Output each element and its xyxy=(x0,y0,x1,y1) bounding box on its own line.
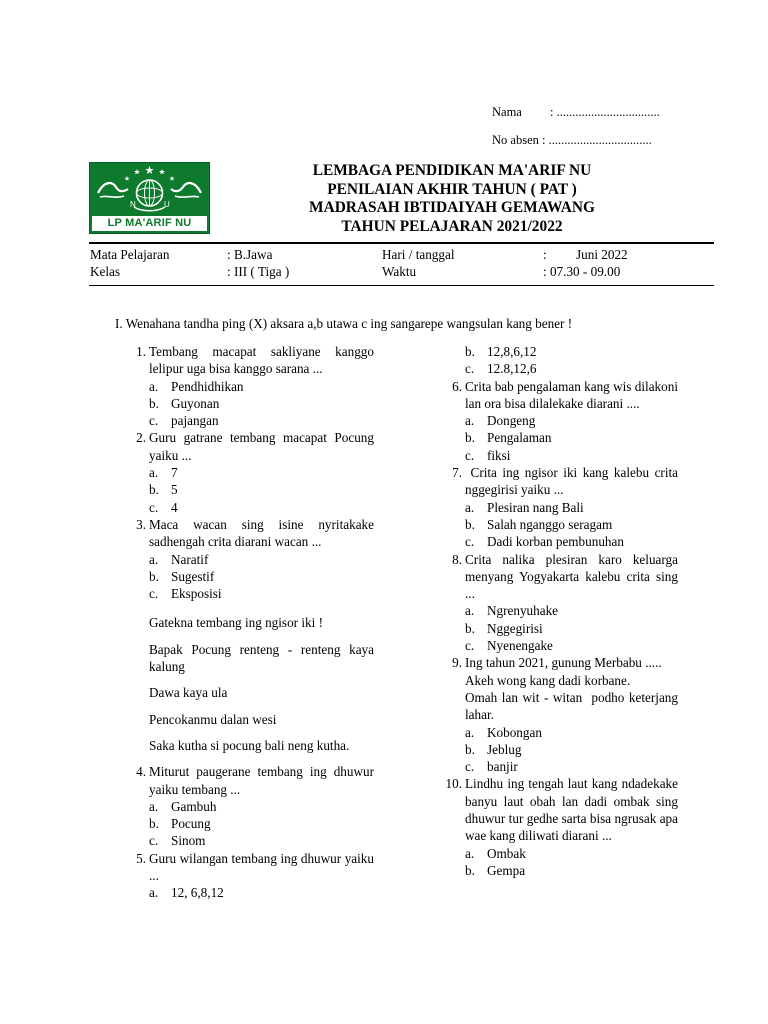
student-name-line xyxy=(492,105,660,120)
option-c[interactable] xyxy=(149,499,374,516)
question-number: 4. xyxy=(136,764,146,780)
option-text: Sinom xyxy=(171,833,206,849)
time-label: Waktu xyxy=(382,264,417,279)
option-text: Gambuh xyxy=(171,798,217,814)
subject-value: : B.Jawa xyxy=(227,247,273,262)
option-letter: b. xyxy=(465,516,475,532)
option-c[interactable] xyxy=(149,832,374,849)
option-b[interactable] xyxy=(465,429,678,446)
option-a[interactable] xyxy=(149,378,374,395)
option-text: 12.8,12,6 xyxy=(487,361,537,377)
option-b[interactable] xyxy=(465,343,678,360)
header-line-2: PENILAIAN AKHIR TAHUN ( PAT ) xyxy=(327,180,577,198)
option-letter: a. xyxy=(149,551,159,567)
option-text: 12, 6,8,12 xyxy=(171,885,224,901)
option-text: 7 xyxy=(171,465,178,481)
class-value: : III ( Tiga ) xyxy=(227,264,290,279)
option-letter: b. xyxy=(465,344,475,359)
option-a[interactable] xyxy=(465,602,678,619)
question-number: 2. xyxy=(136,430,146,446)
option-text: 5 xyxy=(171,482,178,498)
option-text: Ngrenyuhake xyxy=(487,603,559,619)
option-text: Salah nganggo seragam xyxy=(487,516,613,532)
question-number: 10. xyxy=(445,776,462,792)
header-divider xyxy=(89,242,714,244)
question-text: Crita bab pengalaman kang wis dilakoni lan ora bisa dilalekake diarani .... xyxy=(465,378,678,411)
day-value: Juni 2022 xyxy=(576,247,628,262)
option-letter: b. xyxy=(149,568,159,584)
option-a[interactable] xyxy=(465,499,678,516)
header-line-3: MADRASAH IBTIDAIYAH GEMAWANG xyxy=(309,199,595,216)
question-text: Guru wilangan tembang ing dhuwur yaiku ... xyxy=(149,850,374,884)
question-9 xyxy=(443,654,682,723)
question-6 xyxy=(443,378,678,413)
option-letter: b. xyxy=(149,395,159,411)
question-number: 7. xyxy=(452,465,462,481)
question-text: Crita nalika plesiran karo keluarga menyang Yogyakarta kalebu crita sing ... xyxy=(465,551,678,602)
option-a[interactable] xyxy=(465,412,678,429)
option-b[interactable] xyxy=(149,395,374,412)
question-text-line-3: Omah lan wit - witan podho keterjang lahar. xyxy=(465,689,682,723)
poem-intro: Gatekna tembang ing ngisor iki ! xyxy=(149,615,323,631)
absen-blank: : ................................. xyxy=(542,133,652,147)
option-letter: c. xyxy=(465,638,475,654)
question-2 xyxy=(127,429,374,464)
option-letter: c. xyxy=(149,586,159,602)
subject-label: Mata Pelajaran xyxy=(90,247,170,262)
logo-letter-u: U xyxy=(164,200,170,209)
option-text: Kobongan xyxy=(487,724,542,740)
option-b[interactable] xyxy=(465,862,678,879)
option-c[interactable] xyxy=(465,447,678,464)
option-letter: a. xyxy=(149,465,159,481)
option-text: Gempa xyxy=(487,862,526,878)
question-number: 8. xyxy=(452,551,462,567)
option-a[interactable] xyxy=(149,464,374,481)
option-c[interactable] xyxy=(465,637,678,654)
option-letter: b. xyxy=(465,430,475,446)
poem-block xyxy=(127,614,374,754)
option-text: fiksi xyxy=(487,447,511,463)
option-text: Nyenengake xyxy=(487,638,553,654)
option-b[interactable] xyxy=(465,741,678,758)
option-letter: b. xyxy=(465,741,475,757)
option-c[interactable] xyxy=(149,412,374,429)
option-text: Guyonan xyxy=(171,395,220,411)
option-text: Eksposisi xyxy=(171,586,222,602)
option-letter: a. xyxy=(465,413,475,429)
option-text: Nggegirisi xyxy=(487,620,543,636)
option-letter: a. xyxy=(465,603,475,619)
question-4 xyxy=(127,763,374,798)
option-text: Pengalaman xyxy=(487,430,552,446)
option-letter: a. xyxy=(465,845,475,861)
instruction-text: I. Wenahana tandha ping (X) aksara a,b utawa c ing sangarepe wangsulan kang bener ! xyxy=(115,316,573,331)
poem-line-3: Pencokanmu dalan wesi xyxy=(149,711,277,727)
option-letter: c. xyxy=(465,361,475,377)
option-letter: a. xyxy=(149,798,159,814)
student-absen-line xyxy=(492,133,652,148)
option-text: Dadi korban pembunuhan xyxy=(487,534,624,550)
header-line-1: LEMBAGA PENDIDIKAN MA'ARIF NU xyxy=(312,162,592,179)
option-b[interactable] xyxy=(465,516,678,533)
question-number: 1. xyxy=(136,344,146,359)
question-5 xyxy=(127,850,374,885)
option-letter: a. xyxy=(465,499,475,515)
option-letter: a. xyxy=(149,885,159,901)
option-text: pajangan xyxy=(171,413,219,429)
option-letter: b. xyxy=(149,482,159,498)
logo-letter-n: N xyxy=(130,200,136,209)
absen-label: No absen xyxy=(492,133,539,147)
option-text: banjir xyxy=(487,759,518,775)
poem-line-1: Bapak Pocung renteng - renteng kaya kalung xyxy=(149,641,374,675)
question-text: Miturut paugerane tembang ing dhuwur yaiku tembang ... xyxy=(149,764,374,797)
option-a[interactable] xyxy=(465,724,678,741)
option-a[interactable] xyxy=(465,845,678,862)
option-letter: b. xyxy=(465,862,475,878)
option-c[interactable] xyxy=(149,585,374,602)
option-text: Jeblug xyxy=(487,741,522,757)
question-text-line-2: Akeh wong kang dadi korbane. xyxy=(465,672,631,688)
left-column xyxy=(127,343,374,902)
option-text: Ombak xyxy=(487,845,526,861)
class-label: Kelas xyxy=(90,264,121,279)
question-text: Ing tahun 2021, gunung Merbabu ..... xyxy=(465,655,662,671)
name-label: Nama xyxy=(492,105,522,119)
option-text: Sugestif xyxy=(171,568,215,584)
poem-line-4: Saka kutha si pocung bali neng kutha. xyxy=(149,737,350,753)
question-3 xyxy=(127,516,374,551)
question-text: Maca wacan sing isine nyritakake sadhengah crita diarani wacan ... xyxy=(149,516,374,550)
option-letter: b. xyxy=(465,620,475,636)
option-text: Pendhidhikan xyxy=(171,378,244,394)
question-number: 6. xyxy=(452,378,462,394)
right-column xyxy=(443,343,682,879)
option-letter: c. xyxy=(465,447,475,463)
question-text: Tembang macapat sakliyane kanggo lelipur uga bisa kanggo sarana ... xyxy=(149,344,374,377)
option-text: 4 xyxy=(171,499,178,515)
exam-header xyxy=(240,162,664,236)
option-b[interactable] xyxy=(149,568,374,585)
option-text: 12,8,6,12 xyxy=(487,344,537,359)
question-8 xyxy=(443,551,678,603)
day-colon: : xyxy=(543,247,547,262)
question-1 xyxy=(127,343,374,378)
option-text: Naratif xyxy=(171,551,209,567)
option-letter: c. xyxy=(149,833,159,849)
poem-line-2: Dawa kaya ula xyxy=(149,685,228,701)
option-b[interactable] xyxy=(465,620,678,637)
option-a[interactable] xyxy=(149,551,374,568)
question-7 xyxy=(443,464,682,499)
option-letter: c. xyxy=(465,759,475,775)
option-b[interactable] xyxy=(149,481,374,498)
option-text: Pocung xyxy=(171,816,211,832)
option-b[interactable] xyxy=(149,815,374,832)
option-letter: b. xyxy=(149,816,159,832)
option-a[interactable] xyxy=(149,884,374,901)
option-text: Plesiran nang Bali xyxy=(487,499,584,515)
question-10 xyxy=(443,775,678,844)
option-letter: c. xyxy=(465,534,475,550)
option-c[interactable] xyxy=(465,758,678,775)
option-letter: c. xyxy=(149,413,159,429)
logo-band-text: LP MA'ARIF NU xyxy=(92,216,207,231)
option-a[interactable] xyxy=(149,798,374,815)
question-number: 5. xyxy=(136,850,146,866)
time-value: : 07.30 - 09.00 xyxy=(543,264,621,279)
question-text: Crita ing ngisor iki kang kalebu crita nggegirisi yaiku ... xyxy=(465,465,682,498)
question-number: 9. xyxy=(452,655,462,671)
option-letter: a. xyxy=(149,378,159,394)
lp-maarif-nu-logo xyxy=(89,162,210,234)
option-c[interactable] xyxy=(465,533,678,550)
question-number: 3. xyxy=(136,516,146,532)
info-divider xyxy=(89,285,714,286)
nu-emblem-icon xyxy=(90,163,209,219)
option-text: Dongeng xyxy=(487,413,536,429)
question-text: Guru gatrane tembang macapat Pocung yaiku ... xyxy=(149,430,374,463)
option-c[interactable] xyxy=(465,360,678,377)
option-letter: c. xyxy=(149,499,159,515)
question-text: Lindhu ing tengah laut kang ndadekake banyu laut obah lan dadi ombak sing dhuwur tur gedhe sarta bisa ngrusak apa wae kang diliwati diarani ... xyxy=(465,776,678,844)
option-letter: a. xyxy=(465,724,475,740)
name-blank: : ................................. xyxy=(550,105,660,119)
header-line-4: TAHUN PELAJARAN 2021/2022 xyxy=(341,217,563,235)
day-label: Hari / tanggal xyxy=(382,247,455,262)
